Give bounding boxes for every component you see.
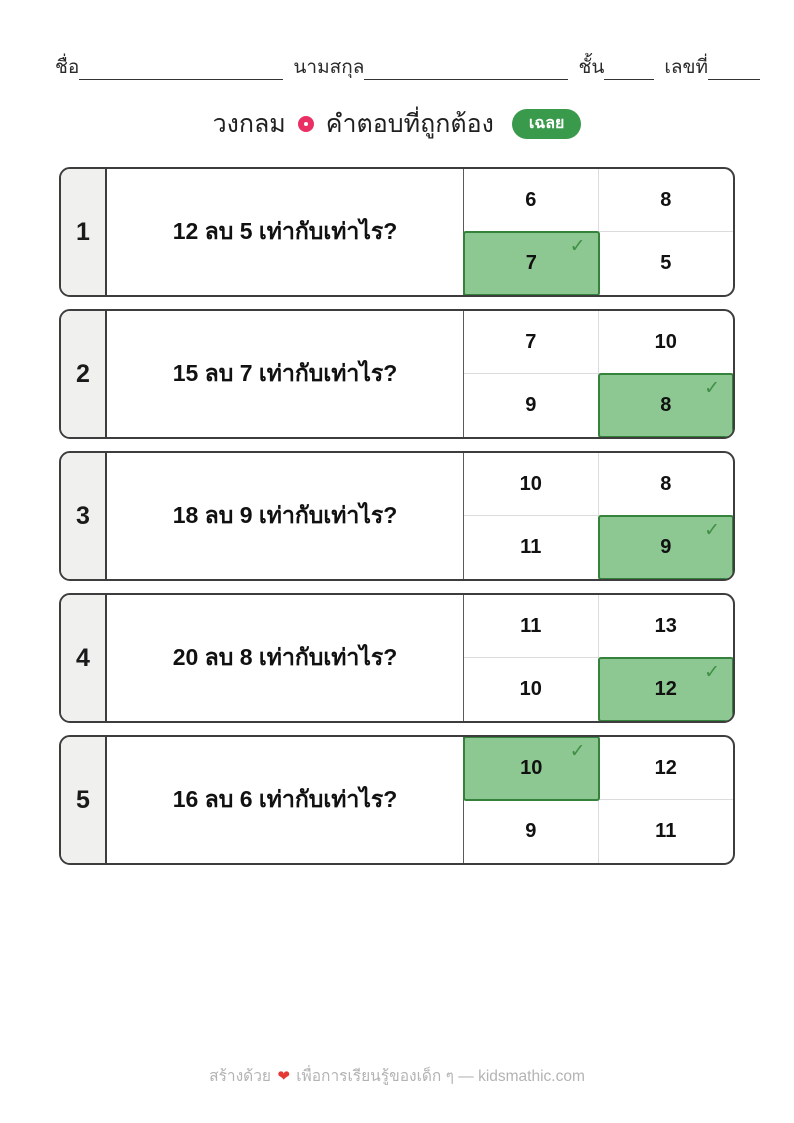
answer-value: 7 [525,330,537,353]
answer-cell[interactable] [464,800,599,863]
question-text: 18 ลบ 9 เท่ากับเท่าไร? [172,502,398,528]
answer-value: 11 [520,614,542,637]
answer-value: 12 [654,756,677,779]
question-card [59,167,735,297]
answer-cell[interactable] [464,453,599,516]
answer-cell[interactable] [464,516,599,579]
number-blank-line [708,56,760,80]
name-blank-line [79,56,283,80]
class-label: ชั้น [578,57,605,79]
answers-grid [463,311,733,437]
answers-grid [463,453,733,579]
answer-cell[interactable] [598,373,735,438]
answer-cell[interactable] [464,169,599,232]
question-number: 5 [61,737,107,863]
answer-value: 10 [654,330,677,353]
footer-text-before: สร้างด้วย [209,1068,272,1085]
answer-value: 7 [525,252,537,274]
answer-cell[interactable] [599,800,734,863]
answer-cell[interactable] [599,232,734,295]
answers-grid [463,595,733,721]
question-text: 16 ลบ 6 เท่ากับเท่าไร? [172,786,398,812]
instruction-text-after: คำตอบที่ถูกต้อง [325,110,494,138]
question-number: 2 [61,311,107,437]
answer-value: 5 [660,252,672,274]
answer-value: 12 [654,678,677,700]
answer-cell[interactable] [599,169,734,232]
check-icon: ✓ [704,520,720,541]
answers-grid [463,169,733,295]
question-card [59,735,735,865]
answer-value: 11 [520,536,542,558]
instruction-title [0,104,794,144]
check-icon: ✓ [569,236,586,257]
answer-value: 10 [519,472,542,495]
answer-value: 8 [660,472,672,495]
answer-value: 10 [520,757,543,779]
question-text: 20 ลบ 8 เท่ากับเท่าไร? [172,644,398,670]
number-label: เลขที่ [664,57,709,79]
question-card [59,451,735,581]
class-blank-line [604,56,654,80]
question-card [59,593,735,723]
answer-value: 9 [660,536,672,558]
answer-cell[interactable] [464,658,599,721]
question-list [59,167,735,877]
surname-label: นามสกุล [293,57,365,79]
heart-icon: ❤ [277,1068,290,1085]
name-label: ชื่อ [55,57,80,79]
answers-grid [463,737,733,863]
header-fields [55,56,760,80]
check-icon: ✓ [704,378,720,399]
check-icon: ✓ [704,662,720,683]
answer-cell[interactable] [599,737,734,800]
question-text: 12 ลบ 5 เท่ากับเท่าไร? [172,218,398,244]
answer-value: 8 [660,188,672,211]
check-icon: ✓ [569,741,586,762]
answer-value: 9 [525,394,537,416]
answer-cell[interactable] [464,374,599,437]
answer-value: 6 [525,188,537,211]
answer-value: 9 [525,820,537,842]
answer-value: 8 [660,394,672,416]
question-card [59,309,735,439]
answer-value: 11 [655,820,677,842]
answer-key-badge: เฉลย [512,109,582,139]
answer-cell[interactable] [598,515,735,580]
circle-icon [298,116,314,132]
question-number: 1 [61,169,107,295]
question-text: 15 ลบ 7 เท่ากับเท่าไร? [172,360,398,386]
answer-cell[interactable] [463,231,600,296]
surname-blank-line [364,56,568,80]
answer-cell[interactable] [598,657,735,722]
question-number: 4 [61,595,107,721]
question-number: 3 [61,453,107,579]
answer-value: 10 [519,678,542,700]
footer-credit [0,1063,794,1088]
answer-cell[interactable] [599,453,734,516]
answer-cell[interactable] [599,595,734,658]
answer-cell[interactable] [464,595,599,658]
answer-cell[interactable] [464,311,599,374]
answer-cell[interactable] [463,736,600,801]
instruction-text-before: วงกลม [212,110,286,138]
footer-text-after: เพื่อการเรียนรู้ของเด็ก ๆ — kidsmathic.com [296,1068,585,1085]
answer-value: 13 [654,614,677,637]
answer-cell[interactable] [599,311,734,374]
